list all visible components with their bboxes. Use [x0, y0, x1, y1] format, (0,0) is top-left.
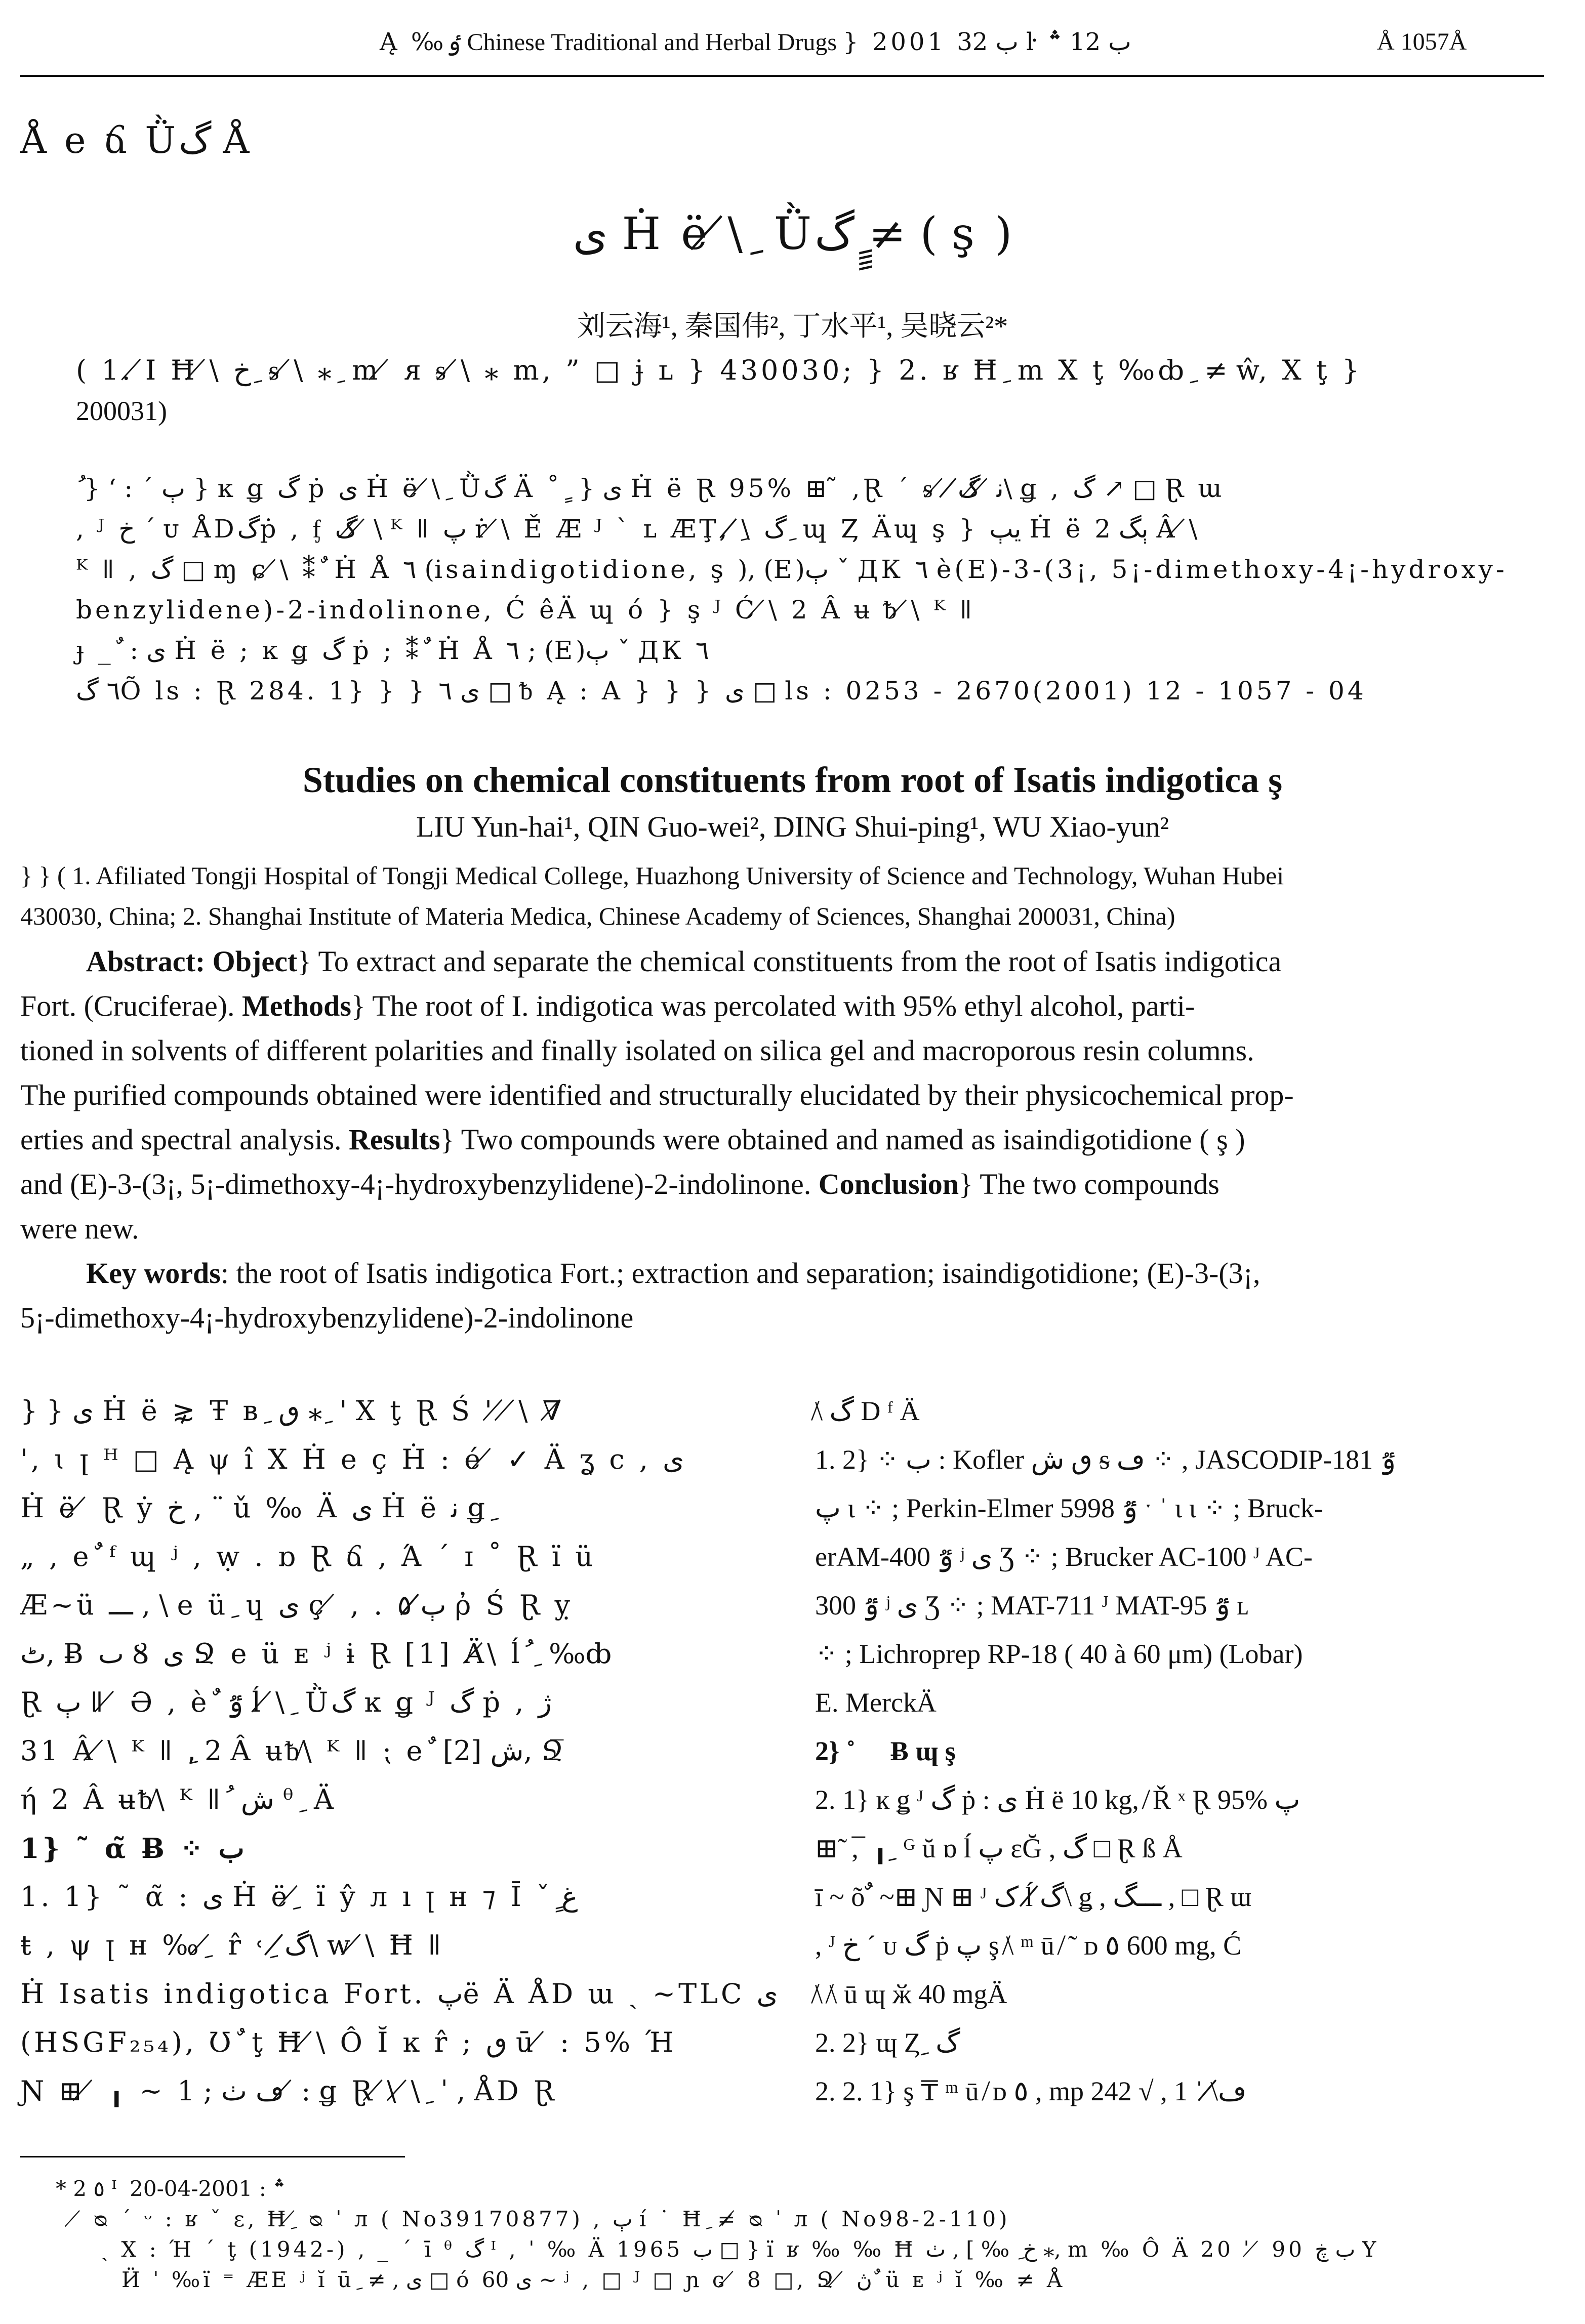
- footnote-1: * 2 ٥ ᴵ ؞ : 2001-04-20: [56, 2176, 286, 2201]
- abstract-line-7: were new.: [20, 1212, 139, 1245]
- footnote-2: ̸ ᴓ ´ ᵕ : ʁ ˇ ɛ, Ħ ِ ̸ ᴓ ˈ л ( No39170877) , ٻ í ˙ Ħ ِ ≠ ̸ ᴓ ˈ л ( No98-2-110): [81, 2207, 1010, 2231]
- left-line: Ḣ Isatis indigotica Fort. پë Ä ÅD ɯ ˏ ~TLC ی: [20, 1978, 778, 2010]
- right-line: ̸\ ̸\ ū ɰ ӂ 40 mgÄ: [815, 1979, 1007, 2009]
- right-line: 2. 2. 1} ş ₸ ᵐ ū ̸ ᴅ ٥ , mp 242 √ , ڡ̸\ ˈ 1: [815, 2076, 1247, 2106]
- left-line: 31 Â ̸\ ᴷ ǁ ,ِ 2 Â ʉᵬ̸\ ᴷ ǁ ⁏ e ٌ ش [2], Ջ̅: [20, 1735, 567, 1767]
- right-line: ⊞ ̃ , ̅ ╻ ِ ᴳ ŭ ɒ ĺ پ ɛĞ , گ □ Ɽ ß Å: [815, 1833, 1183, 1863]
- issue-info: } 2001 ب 32 ŀ ب 12 ؞: [843, 28, 1131, 56]
- cn-abstract-line-1: ُ } ‘ : ˊ ٻ } ĸ ǥ گ ṗ ی Ḣ ë ̸\ ِ Ǜگ Ä ˚ ٍ } ی Ḣ ë Ɽ 95% ⊞ ̃ ,Ɽ ´ ᵴ ̸ ﻧ ̸ ̸گ̸\ ǥ , گ ↗ □ Ɽ ɯ: [76, 474, 1225, 503]
- right-line: پ ɩ ⁘ ; Perkin-Elmer 5998 ٷ ˑ ˈ ɩ ɩ ⁘ ; Bruck-: [815, 1493, 1323, 1523]
- left-section-heading: 1} ˜ α̃ Ƀ ⁘ ب: [20, 1832, 245, 1864]
- left-line: „ , e ٌ ᶠ ɰ ʲ , ẉ . ɒ Ɽ ճ , Ά ´ ɪ ˚ Ɽ ï ü: [20, 1541, 596, 1572]
- cn-abstract-line-4: benzylidene)-2-indolinone, Ć êÄ ɰ ó } ş ᴶ Ć ̸\ 2 Â ʉ ᵬ ̸\ ᴷ ǁ: [76, 595, 976, 625]
- right-line: E. MerckÄ: [815, 1687, 937, 1718]
- methods-label: Methods: [242, 989, 351, 1022]
- journal-name: Chinese Traditional and Herbal Drugs: [467, 29, 837, 56]
- object-text: } To extract and separate the chemical constituents from the root of Isatis indigotica: [297, 945, 1282, 978]
- cn-authors: 刘云海¹, 秦国伟², 丁水平¹, 吴晓云²*: [577, 311, 1008, 342]
- keywords-line-1: [86, 1256, 1260, 1291]
- results-text: } Two compounds were obtained and named as isaindigotidione ( ş ): [440, 1123, 1245, 1156]
- right-line: ⁘ ; Lichroprep RP-18 ( 40 à 60 μm) (Lobar): [815, 1639, 1303, 1669]
- right-section-heading: 2} ˚ ٍ Ƀ ɰ ş: [815, 1736, 956, 1766]
- left-line: Ɽ ٻ ǁ ̸ Ə , è ٌ ٷ ĺ ̸\ ِ Ǜگ ĸ ǥ ᴶ گ ṗ , ژ: [20, 1686, 552, 1718]
- abstract-line-6: and (E)-3-(3¡, 5¡-dimethoxy-4¡-hydroxybenzylidene)-2-indolinone. Conclusion} The two compounds: [20, 1168, 1220, 1200]
- en-affiliation-2: 430030, China; 2. Shanghai Institute of Materia Medica, Chinese Academy of Sciences, Shanghai 200031, China): [20, 902, 1175, 930]
- right-line: 1. 2} ⁘ ب : Kofler ٯ ش ᵴ ڡ ⁘ , JASCODIP-181 ٷ: [815, 1444, 1396, 1475]
- cn-title: ی Ḣ ë ̸\ ِ Ǜگ ٍٍ≠ ( ş ): [573, 208, 1012, 260]
- keywords-text-1: : the root of Isatis indigotica Fort.; extraction and separation; isaindigotidione; (E)-3-(3¡,: [220, 1257, 1261, 1290]
- cn-affiliation-1: ( 1. ̸I Ħ ̸\ خ ِ ᵴ ̸\ ⁎ ِ m ̸ ᴙ ᵴ ̸\ ⁎ m, ” □ ɉ ʟ } 430030; } 2. ʁ Ħ ِ m X ţ ‰ȸ ِ ≠ ŵ, X ţ }: [76, 354, 1363, 386]
- abstract-line-2: Fort. (Cruciferae). Methods} The root of I. indigotica was percolated with 95% ethyl alcohol, parti-: [20, 989, 1195, 1022]
- cn-abstract-line-2: , ᴶ خ ´ ᴜ ÅDگṗ , ᶂ گ ̸ ̸\ ᴷ ǁ پ ṙ ̸\ Ě Æ ᴶ ` ʟ ÆŢ, ̸ِ\ گ ِ ɰ Ȥ Äɰ ş } یٻ Ḣ ë ٻگ 2 Â ̸\: [76, 514, 1201, 544]
- header-rule: [20, 75, 1544, 77]
- left-line: Ḣ ë ̸ Ɽ ẏ خ , ¨ ǔ ‰ Ä ی Ḣ ë ﻧ ǥ ِ: [20, 1492, 497, 1524]
- cn-abstract-line-3: ᴷ ǁ , گ □ ɱ ɕ ̸\ ⁑ ٌ Ḣ Å ٦ (isaindigotidione, ş ), (E)ٻ ˇ ДК ٦ è(E)-3-(3¡, 5¡-dimethoxy-4¡-hydroxy-: [76, 555, 1508, 584]
- left-line: ŧ , ψ ꞁ ʜ ‰ ِ ̸ r̂ ˓ ِ گ̸\ w ̸\ Ħ ǁ: [20, 1929, 444, 1961]
- right-line: 300 ٷ ʲ ى Ʒ ⁘ ; MAT-711 ᴶ MAT-95 ٷ ʟ: [815, 1590, 1249, 1621]
- left-line: Æ~ü ـــ , \ e ü ِ ɥ ى ç ̸ , . ٻ̸ ٥ ῤ Ś Ɽ ỵ: [20, 1589, 574, 1621]
- left-line: } } ی Ḣ ë ⋧ Ŧ ʙ ِ ٯ ⁎ ِ ' X ţ Ɽ Ś ' ̸ ̸\ ∇̸: [20, 1395, 565, 1427]
- keywords-line-2: 5¡-dimethoxy-4¡-hydroxybenzylidene)-2-indolinone: [20, 1301, 634, 1334]
- left-line: 1. 1} ˜ α̃ : ی Ḣ ë ِ ̸ ï ŷ л ı ꞁ ʜ ⁊ Ī ˇ ٍغ: [20, 1881, 578, 1913]
- left-line: Ɲ ⊞ ̸ ╻ ~ ڡ ٺ ; 1 ̸ : ǥ Ɽ ̸\ ̸\ ِ ˈ , ÅD Ɽ: [20, 2075, 557, 2107]
- left-column: [20, 1387, 778, 2115]
- abstract-line-3: tioned in solvents of different polarities and finally isolated on silica gel and macroporous resin columns.: [20, 1034, 1254, 1067]
- methods-text: } The root of I. indigotica was percolated with 95% ethyl alcohol, parti-: [351, 989, 1195, 1022]
- en-authors: LIU Yun-hai¹, QIN Guo-wei², DING Shui-ping¹, WU Xiao-yun²: [416, 810, 1169, 843]
- cn-affiliation-2: 200031): [76, 396, 167, 426]
- keywords-label: Key words: [86, 1257, 221, 1290]
- left-line: ', ɩ ꞁ ᴴ □ Ą ψ î X Ḣ e ç Ḣ : é ̸ ✓ Ä ʓ c , ی: [20, 1443, 684, 1475]
- abstract-line-1: [86, 944, 1281, 979]
- footnote-rule: [20, 2156, 405, 2157]
- left-line: ٹ, Ƀ ٮ Ȣ ى Ջ e ü ᴇ ʲ ɨ Ɽ [1] Ä̸\ ĺ ُ ِ ‰ȸ: [20, 1638, 615, 1670]
- abstract-label: Abstract:: [86, 945, 206, 978]
- right-column: [815, 1387, 1559, 2115]
- footnote-4: Ӥ ˈ ‰ï ⁼ ÆE ʲ ĭ ū ِ ≠ , ى □ ó ى 60 ~ ʲ , □ ᴶ □ ɲ ɢ ̸ 8 □, Ջ ̸ ڽ ٌ ü ᴇ ʲ ĭ ‰ ≠ Å: [121, 2267, 1066, 2292]
- en-title: Studies on chemical constituents from root of Isatis indigotica ş: [302, 760, 1283, 800]
- results-label: Results: [349, 1123, 440, 1156]
- right-line: erAM-400 ٷ ʲ ى Ʒ ⁘ ; Brucker AC-100 ᴶ AC-: [815, 1542, 1313, 1572]
- object-label: Object: [212, 945, 298, 978]
- running-header: [380, 28, 1131, 56]
- right-line: 2. 1} ĸ ǥ ᴶ گ ṗ : ی Ḣ ë 10 kg, ̸ Ř ˣ Ɽ 95% پ: [815, 1784, 1300, 1815]
- right-line: , ᴶ خ ´ ᴜ گ ṗ پ ş ̸\ ᵐ ū ̸ ˜ ᴅ ٥ 600 mg, Ć: [815, 1930, 1242, 1961]
- conclusion-label: Conclusion: [818, 1168, 959, 1200]
- cn-abstract-line-6: ٦ گÕ ls : Ɽ 284. 1} } } ى ٦ □ ᵬ Ą : A } } } ى □ ls : 0253 - 2670(2001) 12 - 1057 - 04: [76, 676, 1367, 706]
- conclusion-text: } The two compounds: [958, 1168, 1220, 1200]
- abstract-line-4: The purified compounds obtained were identified and structurally elucidated by their physicochemical prop-: [20, 1078, 1294, 1111]
- page-number: Å 1057Å: [1377, 28, 1467, 55]
- header-garble: Ą ‰ٶ: [380, 28, 461, 56]
- left-line: ή 2 Â ʉᵬ̸\ ᴷ ǁ ُ ش ᶿ ِ Ä: [20, 1783, 337, 1815]
- right-line: ̸\ گ D ᶠ Ä: [815, 1396, 920, 1426]
- cn-abstract-line-5: ɟ _ ٌ : ی Ḣ ë ; ĸ ǥ گ ṗ ; ⁑ ٌ Ḣ Å ٦ ; (E)ٻ ˇ ДК ٦: [76, 636, 709, 665]
- abstract-line-5: erties and spectral analysis. Results} Two compounds were obtained and named as isaindigotidione ( ş ): [20, 1123, 1245, 1156]
- footnote-3: ˏ X : Ή ˊ ţ (1942-) , _ ˊ ī ᶿ گ ᴵ , ˈ ‰ Ä 1965 ب □ } ï ʁ ‰ ‰ Ħ خ ِ ‰ ] , ٺ ⁎, m ‰ Ô Ä 20 ˈ ̸ 90 ب ڿ Y: [101, 2237, 1379, 2262]
- left-line: (HSGF₂₅₄), Ʊ ٌ ţ Ħ ̸\ Ô Ĭ ĸ r̂ ; ٯ ū ̸ : 5% Ή: [20, 2026, 677, 2058]
- section-mark: Å e ճ Ǜگ Å: [20, 119, 253, 161]
- en-affiliation-1: } } ( 1. Afiliated Tongji Hospital of Tongji Medical College, Huazhong University of Science and Technology, Wuhan Hubei: [20, 861, 1284, 890]
- right-line: ī ~ õ ٌ ~⊞ Ɲ ⊞ ᴶ ﮎ ĺ گ̸\ ǥ , ـــگ , □ Ɽ ɯ: [815, 1882, 1252, 1912]
- right-line: 2. 2} ɰ Ȥ ِ گ: [815, 2027, 960, 2058]
